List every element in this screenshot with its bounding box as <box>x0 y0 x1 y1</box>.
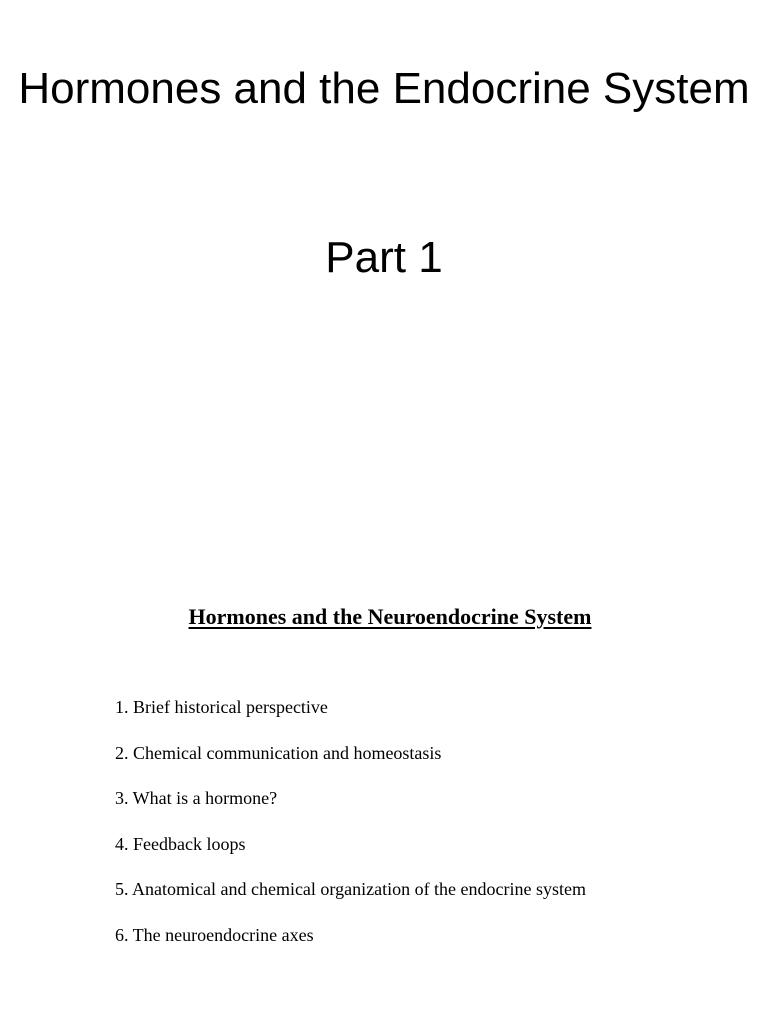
topic-item: 2. Chemical communication and homeostasis <box>115 742 442 763</box>
topic-item: 1. Brief historical perspective <box>115 697 328 717</box>
topic-item: 6. The neuroendocrine axes <box>115 924 314 945</box>
section-heading: Hormones and the Neuroendocrine System <box>188 604 592 629</box>
topic-item: 5. Anatomical and chemical organization of the endocrine system <box>115 879 587 899</box>
topic-list <box>115 693 586 966</box>
topic-item: 3. What is a hormone? <box>115 788 278 808</box>
slide-subtitle: Part 1 <box>325 233 443 282</box>
slide-title: Hormones and the Endocrine System <box>18 64 750 113</box>
topic-item: 4. Feedback loops <box>115 833 246 854</box>
